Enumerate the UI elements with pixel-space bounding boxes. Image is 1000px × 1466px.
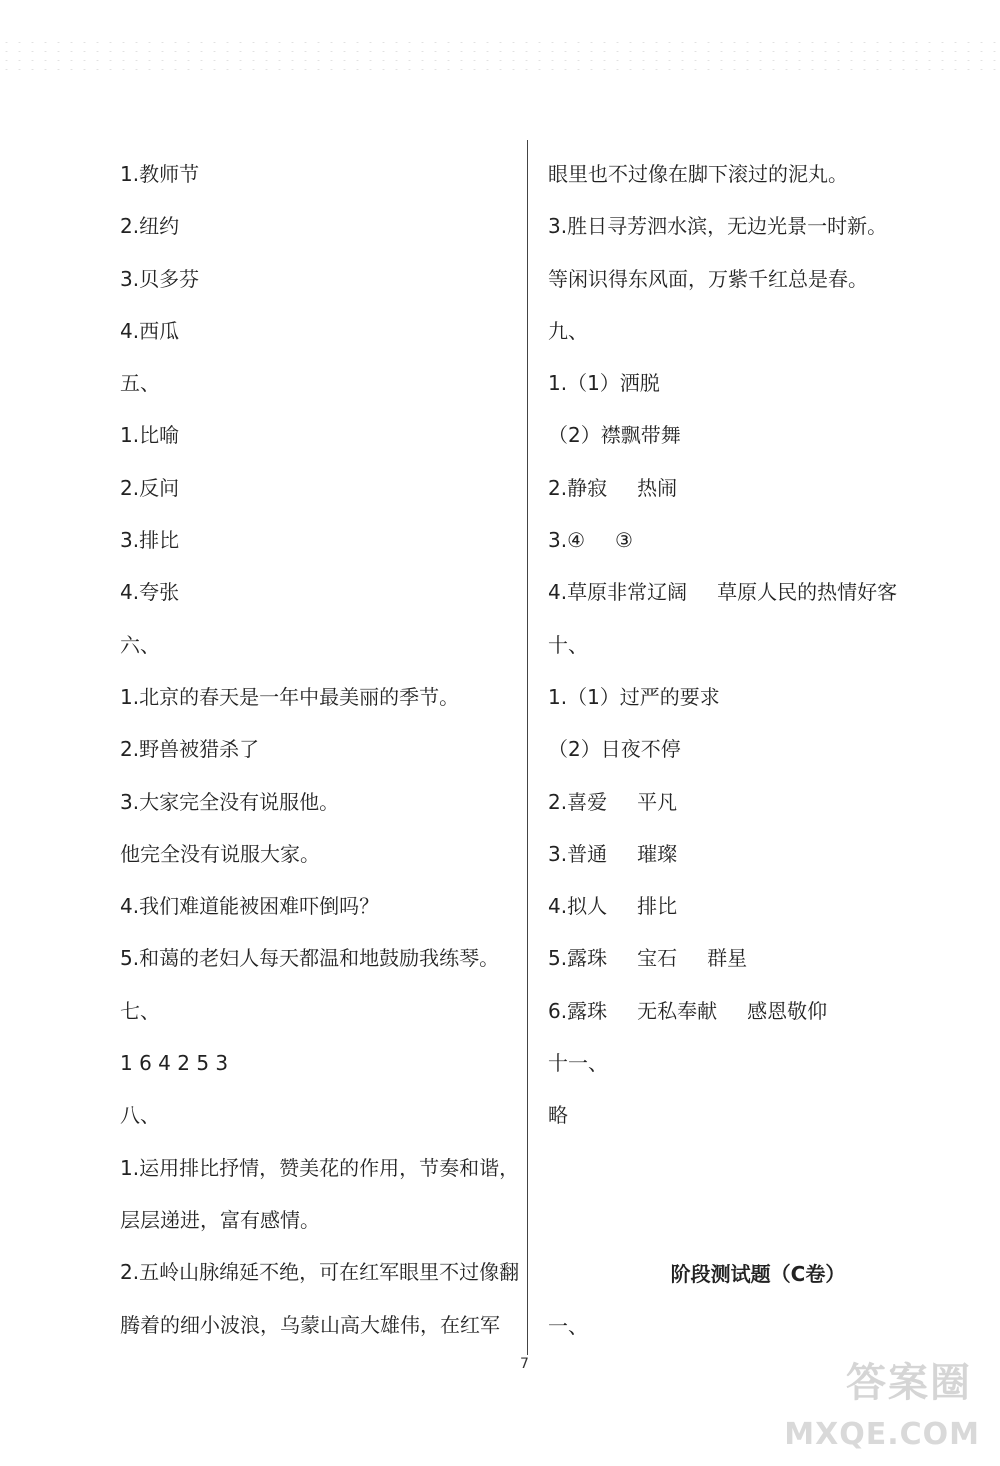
section-first-item: 一、	[548, 1314, 588, 1338]
section-title: 阶段测试题（C卷）	[670, 1262, 846, 1286]
answer-part: 4.草原非常辽阔	[548, 580, 688, 605]
answer-part: 九、	[548, 318, 588, 343]
answer-line	[548, 409, 968, 461]
answer-part: 4.拟人	[548, 894, 608, 919]
column-divider	[527, 140, 528, 1355]
answer-part: 6.露珠	[548, 998, 608, 1023]
answer-line: 5.和蔼的老妇人每天都温和地鼓励我练琴。	[120, 946, 500, 971]
answer-line	[548, 566, 968, 618]
scan-noise	[0, 38, 1000, 78]
answer-part: 3.普通	[548, 841, 608, 866]
answer-line: 1.教师节	[120, 162, 200, 186]
answer-part: 眼里也不过像在脚下滚过的泥丸。	[548, 162, 848, 186]
answer-line: 2.反问	[120, 475, 180, 500]
answer-line	[548, 1089, 968, 1141]
answer-line: 六、	[120, 632, 160, 657]
answer-line: 4.我们难道能被困难吓倒吗？	[120, 894, 380, 919]
answer-part: ③	[615, 528, 633, 553]
answer-line: 1.运用排比抒情，赞美花的作用，节奏和谐，	[120, 1155, 520, 1180]
answer-part: （2）襟飘带舞	[548, 423, 681, 448]
answer-line: 3.大家完全没有说服他。	[120, 789, 340, 814]
answer-line	[548, 1037, 968, 1089]
answer-line: 4.西瓜	[120, 318, 180, 343]
answer-line: 3.贝多芬	[120, 266, 200, 291]
answer-part: 略	[548, 1103, 568, 1128]
answer-line	[548, 200, 968, 252]
answer-line: 他完全没有说服大家。	[120, 841, 320, 866]
answer-line: 1 6 4 2 5 3	[120, 1051, 229, 1076]
answer-line: 4.夸张	[120, 580, 180, 605]
answer-line	[548, 305, 968, 357]
answer-line	[548, 880, 968, 932]
answer-line: 2.野兽被猎杀了	[120, 737, 260, 762]
answer-line: 腾着的细小波浪，乌蒙山高大雄伟，在红军	[120, 1312, 500, 1337]
answer-line: 1.比喻	[120, 423, 180, 448]
answer-part: 5.露珠	[548, 946, 608, 971]
answer-line	[548, 671, 968, 723]
answer-part: 2.喜爱	[548, 789, 608, 814]
answer-line	[548, 985, 968, 1037]
answer-part: 十一、	[548, 1051, 608, 1076]
answer-line	[548, 462, 968, 514]
answer-part: 2.静寂	[548, 475, 608, 500]
answer-part: 无私奉献	[637, 998, 718, 1023]
answer-line	[548, 619, 968, 671]
answer-part: 璀璨	[637, 841, 678, 866]
answer-part: 1.（1）洒脱	[548, 371, 660, 396]
answer-part: 3.④	[548, 528, 586, 553]
answer-line: 层层递进，富有感情。	[120, 1207, 320, 1232]
answer-part: 3.胜日寻芳泗水滨，无边光景一时新。	[548, 214, 888, 239]
answer-part: 宝石	[637, 946, 678, 971]
answer-line	[548, 932, 968, 984]
answer-part: 等闲识得东风面，万紫千红总是春。	[548, 266, 868, 291]
answer-part: 感恩敬仰	[747, 998, 828, 1023]
answer-line: 八、	[120, 1103, 160, 1128]
watermark-logo: 答案圈	[846, 1360, 972, 1406]
answer-part: 平凡	[637, 789, 678, 814]
answer-line	[548, 253, 968, 305]
answer-line	[548, 357, 968, 409]
answer-line: 2.纽约	[120, 214, 180, 239]
answer-part: 十、	[548, 632, 588, 657]
answer-line: 3.排比	[120, 528, 180, 553]
answer-part: 热闹	[637, 475, 678, 500]
answer-line	[548, 828, 968, 880]
answer-line: 五、	[120, 371, 160, 396]
right-column	[548, 148, 968, 1142]
answer-line: 2.五岭山脉绵延不绝，可在红军眼里不过像翻	[120, 1260, 520, 1285]
answer-line	[548, 776, 968, 828]
answer-line	[548, 148, 968, 200]
answer-line: 七、	[120, 998, 160, 1023]
answer-part: 1.（1）过严的要求	[548, 684, 720, 709]
answer-part: 群星	[707, 946, 748, 971]
answer-part: 排比	[637, 894, 678, 919]
answer-line	[548, 514, 968, 566]
page-number: 7	[520, 1356, 529, 1372]
answer-part: 草原人民的热情好客	[717, 580, 898, 605]
left-column	[120, 148, 520, 1351]
watermark-url: MXQE.COM	[784, 1417, 980, 1452]
answer-line	[548, 723, 968, 775]
answer-line: 1.北京的春天是一年中最美丽的季节。	[120, 684, 460, 709]
answer-part: （2）日夜不停	[548, 737, 681, 762]
